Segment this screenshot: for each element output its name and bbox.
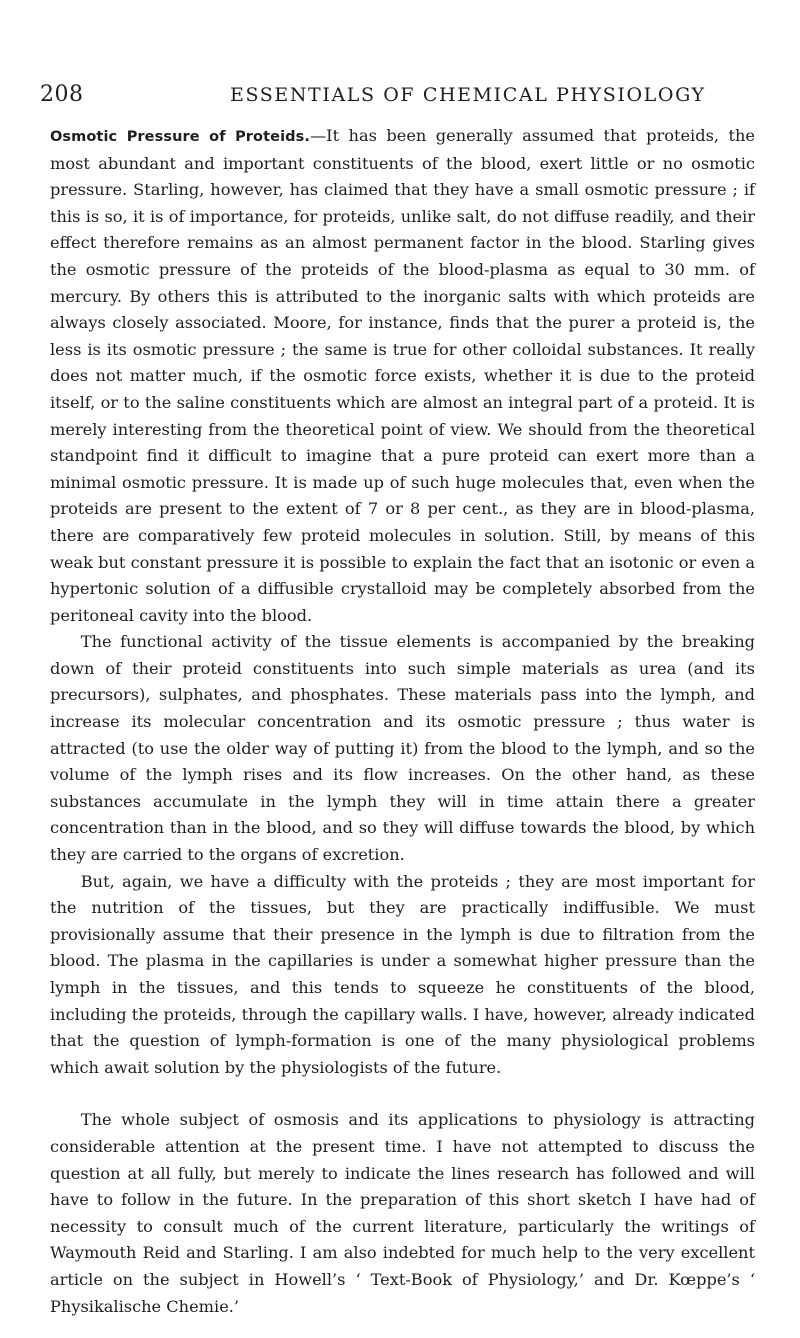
paragraph-1-text: —It has been generally assumed that proteids, the most abundant and important constituents of the blood, exert little or no osmotic pressure. Starling, however, has claimed that they have a small osmotic pressure ; if this is so, it is of importance, for proteids, unlike salt, do not diffuse readily, and their effect therefore remains as an almost permanent factor in the blood. Starling gives the osmotic pressure of the proteids of the blood-plasma as equal to 30 mm. of mercury. By others this is attributed to the inorganic salts with which proteids are always closely associated. Moore, for instance, finds that the purer a proteid is, the less is its osmotic pressure ; the same is true for other colloidal substances. It really does not matter much, if the osmotic force exists, whether it is due to the proteid itself, or to the saline constituents which are almost an integral part of a proteid. It is merely interesting from the theoretical point of view. We should from the theoretical standpoint find it difficult to imagine that a pure proteid can exert more than a minimal osmotic pressure. It is made up of such huge molecules that, even when the proteids are present to the extent of 7 or 8 per cent., as they are in blood-plasma, there are comparatively few proteid molecules in solution. Still, by means of this weak but constant pressure it is possible to explain the fact that an isotonic or even a hypertonic solution of a diffusible crystalloid may be completely absorbed from the peritoneal cavity into the blood.	[50, 126, 755, 625]
running-head	[40, 82, 760, 110]
paragraph-proteid-difficulty: But, again, we have a difficulty with the proteids ; they are most important for the nutrition of the tissues, but they are practically indiffusible. We must provisionally assume that their presence in the lymph is due to filtration from the blood. The plasma in the capillaries is under a somewhat higher pressure than the lymph in the tissues, and this tends to squeeze he constituents of the blood, including the proteids, through the capillary walls. I have, however, already indicated that the question of lymph-formation is one of the many physiological problems which await solution by the physiologists of the future.	[50, 871, 755, 1077]
running-title: ESSENTIALS OF CHEMICAL PHYSIOLOGY	[230, 84, 706, 106]
page-number: 208	[40, 82, 84, 107]
section-heading: Osmotic Pressure of Proteids.	[50, 129, 310, 145]
paragraph-osmotic-pressure	[50, 123, 755, 629]
paragraph-osmosis-summary: The whole subject of osmosis and its applications to physiology is attracting considerable attention at the present time. I have not attempted to discuss the question at all fully, but merely to indicate the lines research has followed and will have to follow in the future. In the preparation of this short sketch I have had of necessity to consult much of the current literature, particularly the writings of Waymouth Reid and Starling. I am also indebted for much help to the very excellent article on the subject in Howell’s ‘ Text-Book of Physiology,’ and Dr. Kœppe’s ‘ Physikalische Chemie.’	[50, 1110, 755, 1316]
paragraph-functional-activity: The functional activity of the tissue elements is accompanied by the breaking down of their proteid constituents into such simple materials as urea (and its precursors), sulphates, and phosphates. These materials pass into the lymph, and increase its molecular concentration and its osmotic pressure ; thus water is attracted (to use the older way of putting it) from the blood to the lymph, and so the volume of the lymph rises and its flow increases. On the other hand, as these substances accumulate in the lymph they will in time attain there a greater concentration than in the blood, and so they will diffuse towards the blood, by which they are carried to the organs of excretion.	[50, 632, 755, 865]
body-text	[50, 123, 755, 1320]
